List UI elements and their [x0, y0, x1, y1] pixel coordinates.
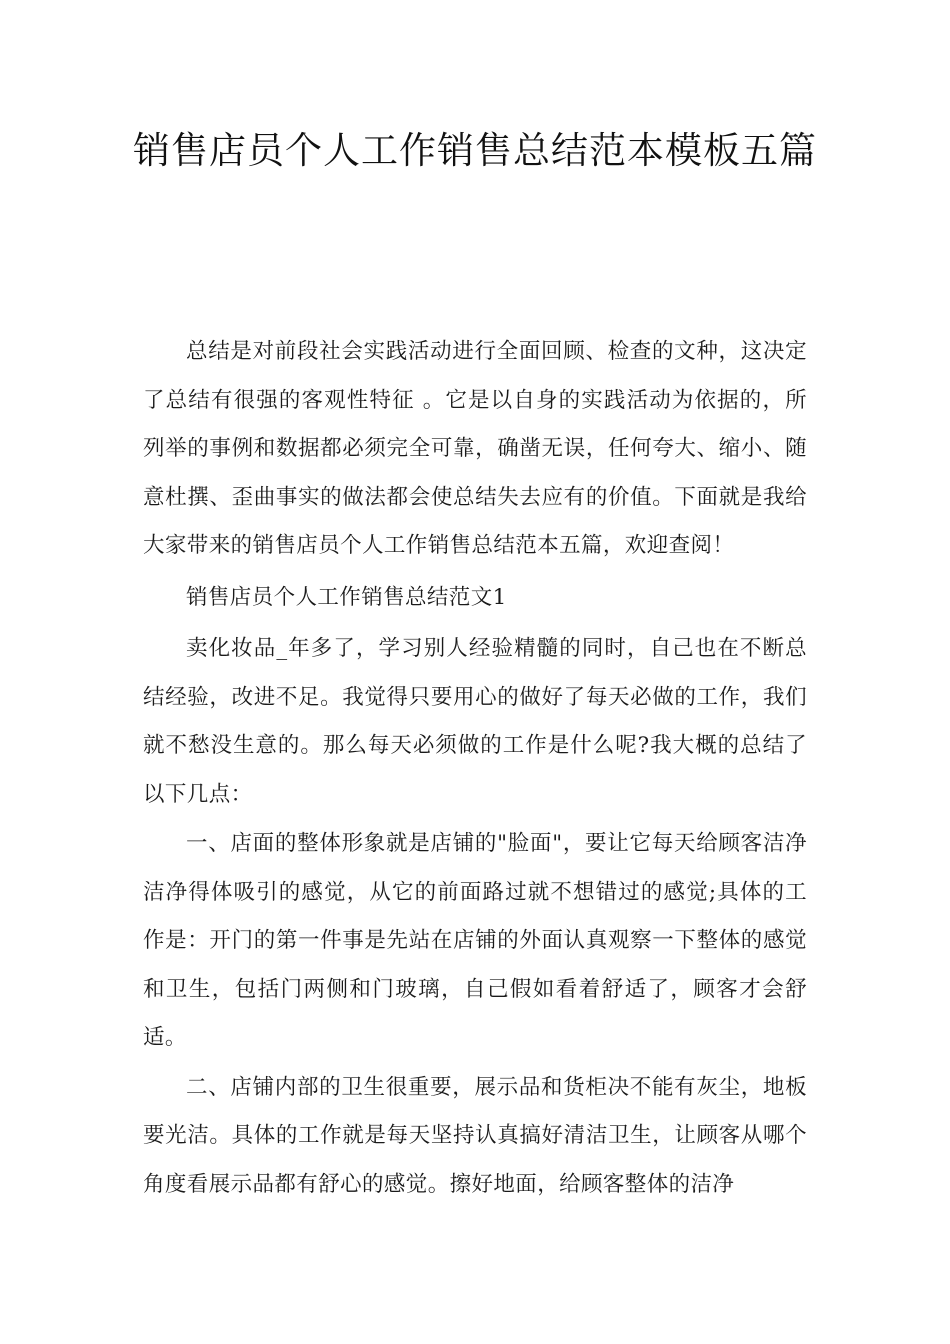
- section-heading: 销售店员个人工作销售总结范文1: [186, 584, 507, 610]
- intro-paragraph: 总结是对前段社会实践活动进行全面回顾、检查的文种，这决定了总结有很强的客观性特征 。它是以自身的实践活动为依据的，所列举的事例和数据都必须完全可靠，确凿无误，任何夸大、缩小、随意杜撰、歪曲事实的做法都会使总结失去应有的价值。下面就是我给大家带来的销售店员个人工作销售总结范本五篇，欢迎查阅！: [143, 339, 807, 558]
- body-paragraph: 卖化妆品_年多了，学习别人经验精髓的同时，自己也在不断总结经验，改进不足。我觉得只要用心的做好了每天必做的工作，我们就不愁没生意的。那么每天必须做的工作是什么呢?我大概的总结了以下几点：: [143, 636, 807, 807]
- document-body: [143, 328, 807, 1209]
- document-title: 销售店员个人工作销售总结范本模板五篇: [133, 129, 817, 172]
- body-paragraph: 二、店铺内部的卫生很重要，展示品和货柜决不能有灰尘，地板要光洁。具体的工作就是每天坚持认真搞好清洁卫生，让顾客从哪个角度看展示品都有舒心的感觉。擦好地面，给顾客整体的洁净: [143, 1074, 807, 1197]
- body-paragraph: 一、店面的整体形象就是店铺的"脸面"，要让它每天给顾客洁净洁净得体吸引的感觉，从它的前面路过就不想错过的感觉;具体的工作是：开门的第一件事是先站在店铺的外面认真观察一下整体的感觉和卫生，包括门两侧和门玻璃，自己假如看着舒适了，顾客才会舒适。: [143, 831, 807, 1050]
